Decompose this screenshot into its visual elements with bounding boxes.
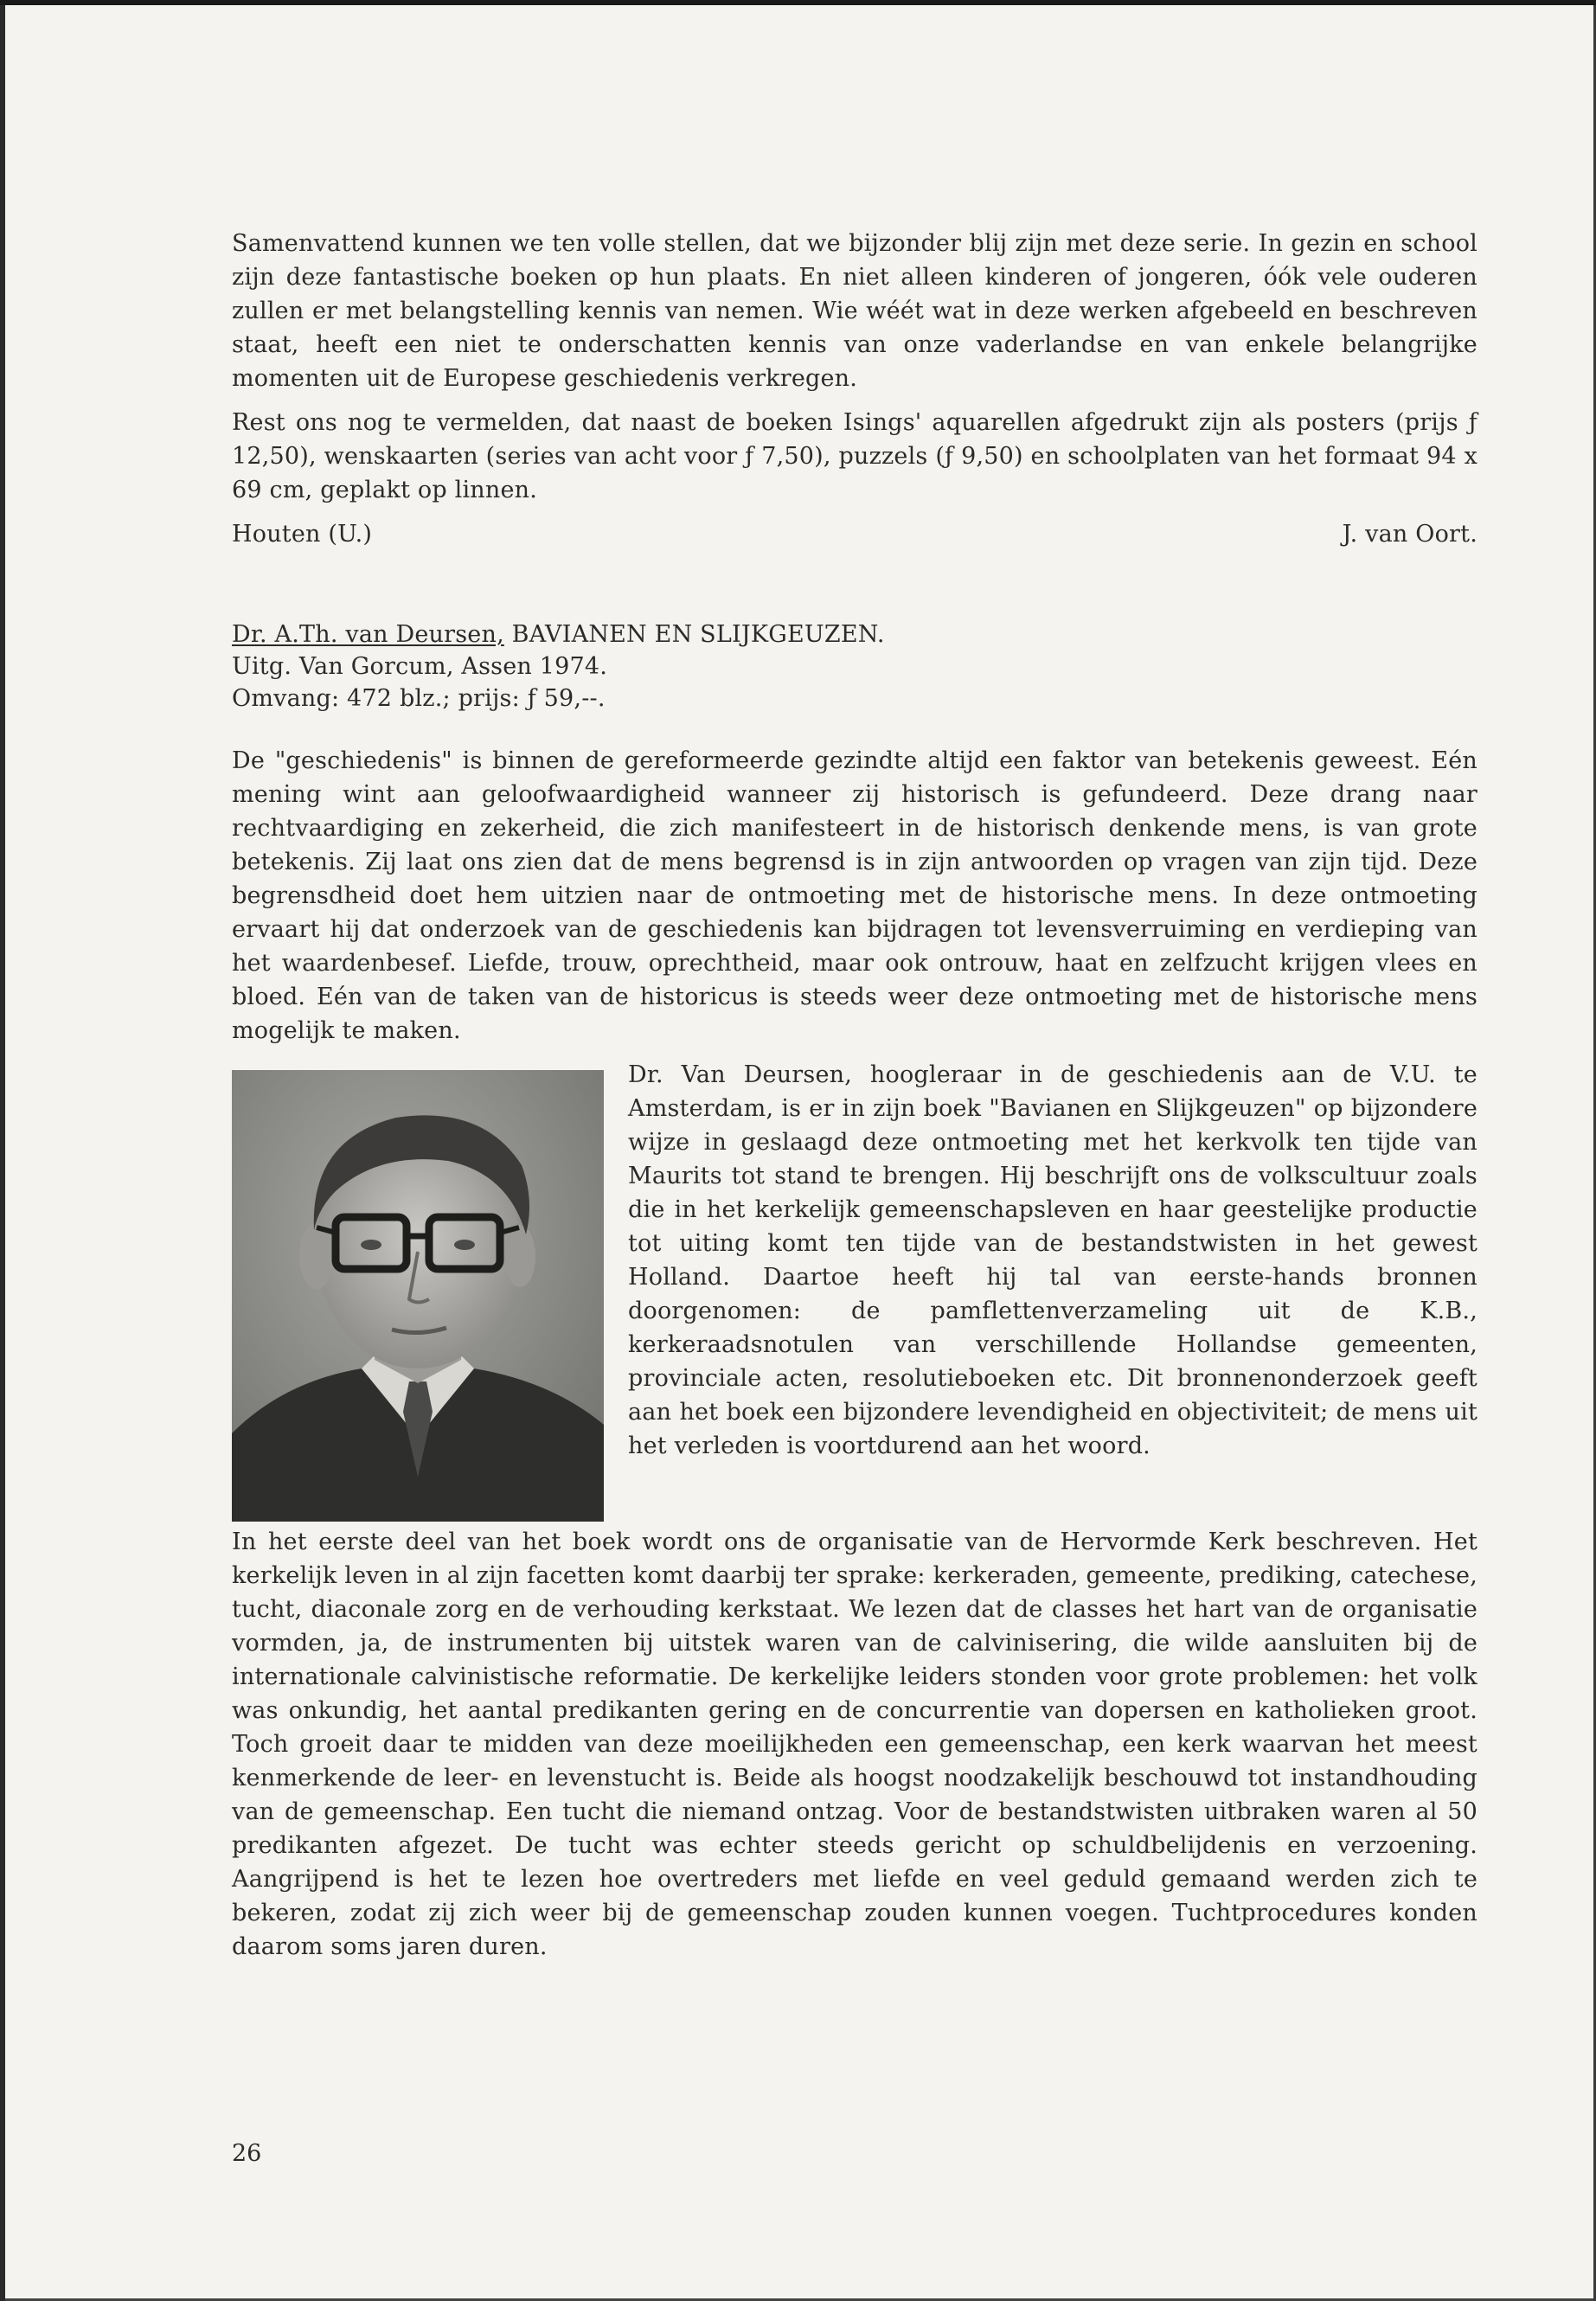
photo-block <box>232 1058 1477 1522</box>
place-name: Houten (U.) <box>232 521 373 548</box>
book-extent: Omvang: 472 blz.; prijs: ƒ 59,--. <box>232 685 606 712</box>
review-intro-paragraph: De "geschiedenis" is binnen de gereformeerde gezindte altijd een faktor van betekenis geweest. Eén mening wint aan geloofwaardigheid wanneer zij historisch is gefundeerd. Deze drang naar rechtvaardiging en zekerheid, die zich manifesteert in de historisch denkende mens, is van grote betekenis. Zij laat ons zien dat de mens begrensd is in zijn antwoorden op vragen van zijn tijd. Deze begrensdheid doet hem uitzien naar de ontmoeting met de historische mens. In deze ontmoeting ervaart hij dat onderzoek van de geschiedenis kan bijdragen tot levensverruiming en verdieping van het waardenbesef. Liefde, trouw, oprechtheid, maar ook ontrouw, haat en zelfzucht krijgen vlees en bloed. Eén van de taken van de historicus is steeds weer deze ontmoeting met de historische mens mogelijk te maken. <box>232 747 1477 1044</box>
review-header <box>232 619 1477 715</box>
summary-paragraph-2: Rest ons nog te vermelden, dat naast de boeken Isings' aquarellen afgedrukt zijn als posters (prijs ƒ 12,50), wenskaarten (series van acht voor ƒ 7,50), puzzels (ƒ 9,50) en schoolplaten van het formaat 94 x 69 cm, geplakt op linnen. <box>232 409 1477 503</box>
book-author: Dr. A.Th. van Deursen, <box>232 621 504 648</box>
photo-side-paragraph: Dr. Van Deursen, hoogleraar in de geschiedenis aan de V.U. te Amsterdam, is er in zijn boek "Bavianen en Slijkgeuzen" op bijzondere wijze in geslaagd deze ontmoeting met het kerkvolk ten tijde van Maurits tot stand te brengen. Hij beschrijft ons de volkscultuur zoals die in het kerkelijk gemeenschapsleven en haar geestelijke productie tot uiting komt ten tijde van de bestandstwisten in het gewest Holland. Daartoe heeft hij tal van eerste-hands bronnen doorgenomen: de pamflettenverzameling uit de K.B., kerkeraadsnotulen van verschillende Hollandse gemeenten, provinciale acten, resolutieboeken etc. Dit bronnenonderzoek geeft aan het boek een bijzondere levendigheid en objectiviteit; de mens uit het verleden is voortdurend aan het woord. <box>628 1061 1477 1459</box>
page-number: 26 <box>232 2140 262 2167</box>
review-body-paragraph: In het eerste deel van het boek wordt ons de organisatie van de Hervormde Kerk beschreven. Het kerkelijk leven in al zijn facetten komt daarbij ter sprake: kerkeraden, gemeente, prediking, catechese, tucht, diaconale zorg en de verhouding kerkstaat. We lezen dat de classes het hart van de organisatie vormden, ja, de instrumenten bij uitstek waren van de calvinisering, die wilde aansluiten bij de internationale calvinistische reformatie. De kerkelijke leiders stonden voor grote problemen: het volk was onkundig, het aantal predikanten gering en de concurrentie van dopersen en katholieken groot. Toch groeit daar te midden van deze moeilijkheden een gemeenschap, een kerk waarvan het meest kenmerkende de leer- en levenstucht is. Beide als hoogst noodzakelijk beschouwd tot instandhouding van de gemeenschap. Een tucht die niemand ontzag. Voor de bestandstwisten uitbraken waren al 50 predikanten afgezet. De tucht was echter steeds gericht op schuldbelijdenis en verzoening. Aangrijpend is het te lezen hoe overtreders met liefde en veel geduld gemaand werden zich te bekeren, zodat zij zich weer bij de gemeenschap zouden kunnen voegen. Tuchtprocedures konden daarom soms jaren duren. <box>232 1529 1477 1960</box>
reviewer-signature: J. van Oort. <box>1342 521 1477 548</box>
page-content <box>232 227 1477 1974</box>
book-heading <box>232 619 1477 651</box>
book-title: BAVIANEN EN SLIJKGEUZEN. <box>511 621 885 648</box>
book-publisher: Uitg. Van Gorcum, Assen 1974. <box>232 653 608 680</box>
signature-row <box>232 517 1477 551</box>
author-portrait-photo <box>232 1070 604 1522</box>
summary-paragraph-1: Samenvattend kunnen we ten volle stellen, dat we bijzonder blij zijn met deze serie. In gezin en school zijn deze fantastische boeken op hun plaats. En niet alleen kinderen of jongeren, óók vele ouderen zullen er met belangstelling kennis van nemen. Wie wéét wat in deze werken afgebeeld en beschreven staat, heeft een niet te onderschatten kennis van onze vaderlandse en van enkele belangrijke momenten uit de Europese geschiedenis verkregen. <box>232 230 1477 392</box>
